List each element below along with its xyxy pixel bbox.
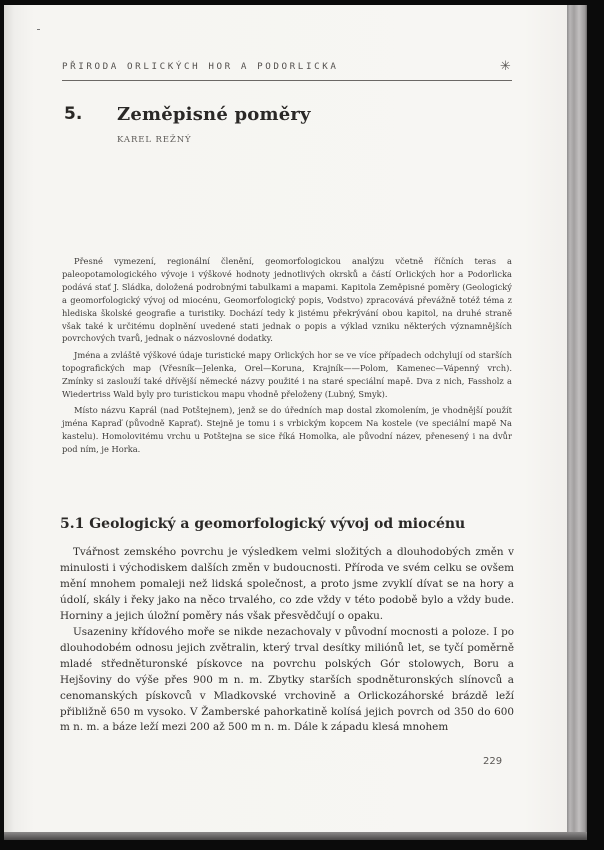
section-heading: 5.1 Geologický a geomorfologický vývoj od miocénu: [60, 516, 466, 532]
page-blemish: [37, 29, 40, 30]
chapter-number: 5.: [64, 104, 83, 124]
chapter-author: KAREL REŽNÝ: [117, 135, 192, 145]
intro-text: [62, 255, 512, 459]
header-rule: [62, 80, 512, 81]
section-body: [60, 545, 514, 736]
body-paragraph: Usazeniny křídového moře se nikde nezachovaly v původní mocnosti a poloze. I po dlouhodobém odnosu jejich zvětralin, který trval desítky miliónů let, se tyčí poměrně mladé středněturonské pískovce na povrchu polských Gór stolowych, Boru a Hejšoviny do výše přes 900 m n. m. Zbytky starších spodněturonských slínovců a cenomanských pískovců v Mladkovské vrchovině a Orlickozáhorské brázdě leží přibližně 650 m vysoko. V Žamberské pahorkatině kolísá jejich povrch od 350 do 600 m n. m. a báze leží mezi 200 až 500 m n. m. Dále k západu klesá mnohem: [60, 625, 514, 734]
running-head: PŘIRODA ORLICKÝCH HOR A PODORLICKA: [62, 61, 339, 72]
page-bottom-edge: [4, 832, 587, 840]
intro-paragraph: Místo názvu Kaprál (nad Potštejnem), jenž se do úředních map dostal zkomolením, je vhodnější použít jména Kapraď (původně Kaprať). Stejně je tomu i s vrbickým kopcem Na kostele (ve speciální mapě Na kastelu). Homolovitému vrchu u Potštejna se sice říká Homolka, ale původní název, přenesený i na dvůr pod ním, je Horka.: [62, 404, 512, 454]
page-stack-edge: [567, 5, 587, 838]
body-paragraph: Tvářnost zemského povrchu je výsledkem velmi složitých a dlouhodobých změn v minulosti i východiskem dalších změn v budoucnosti. Příroda ve svém celku se ovšem mění mnohem pomaleji než lidská společnost, a proto jsme zvyklí dívat se na hory a údolí, skály i řeky jako na něco trvalého, co zde vždy v této podobě bylo a vždy bude. Horniny a jejich úložní poměry nás však přesvědčují o opaku.: [60, 546, 514, 622]
intro-paragraph: Jména a zvláště výškové údaje turistické mapy Orlických hor se ve více případech odchylují od starších topografických map (Vřesník—Jelenka, Orel—Koruna, Krajník——Polom, Kamenec—Vápenný vrch). Zmínky si zaslouží také dřívější německé názvy použité i na staré speciální mapě. Dva z nich, Fassholz a Wiedertriss Wald byly pro turistickou mapu vhodně přeloženy (Lubný, Smyk).: [62, 349, 512, 399]
intro-paragraph: Přesné vymezení, regionální členění, geomorfologickou analýzu včetně říčních teras a paleopotamologického vývoje i výškové hodnoty jednotlivých okrsků a částí Orlických hor a Podorlicka podává stať J. Sládka, doložená podrobnými tabulkami a mapami. Kapitola Zeměpisné poměry (Geologický a geomorfologický vývoj od miocénu, Geomorfologický popis, Vodstvo) zpracovává převážně totéž téma z hlediska školské geografie a turistiky. Dochází tedy k jistému překrývání obou kapitol, na druhé straně však také k určitému doplnění uvedené stati jednak o popis a výklad vzniku některých významnějších povrchových tvarů, jednak o názvoslovné dodatky.: [62, 256, 512, 344]
page-number: 229: [483, 756, 503, 767]
asterisk-ornament-icon: ✳: [500, 59, 511, 74]
chapter-title: Zeměpisné poměry: [117, 104, 311, 125]
